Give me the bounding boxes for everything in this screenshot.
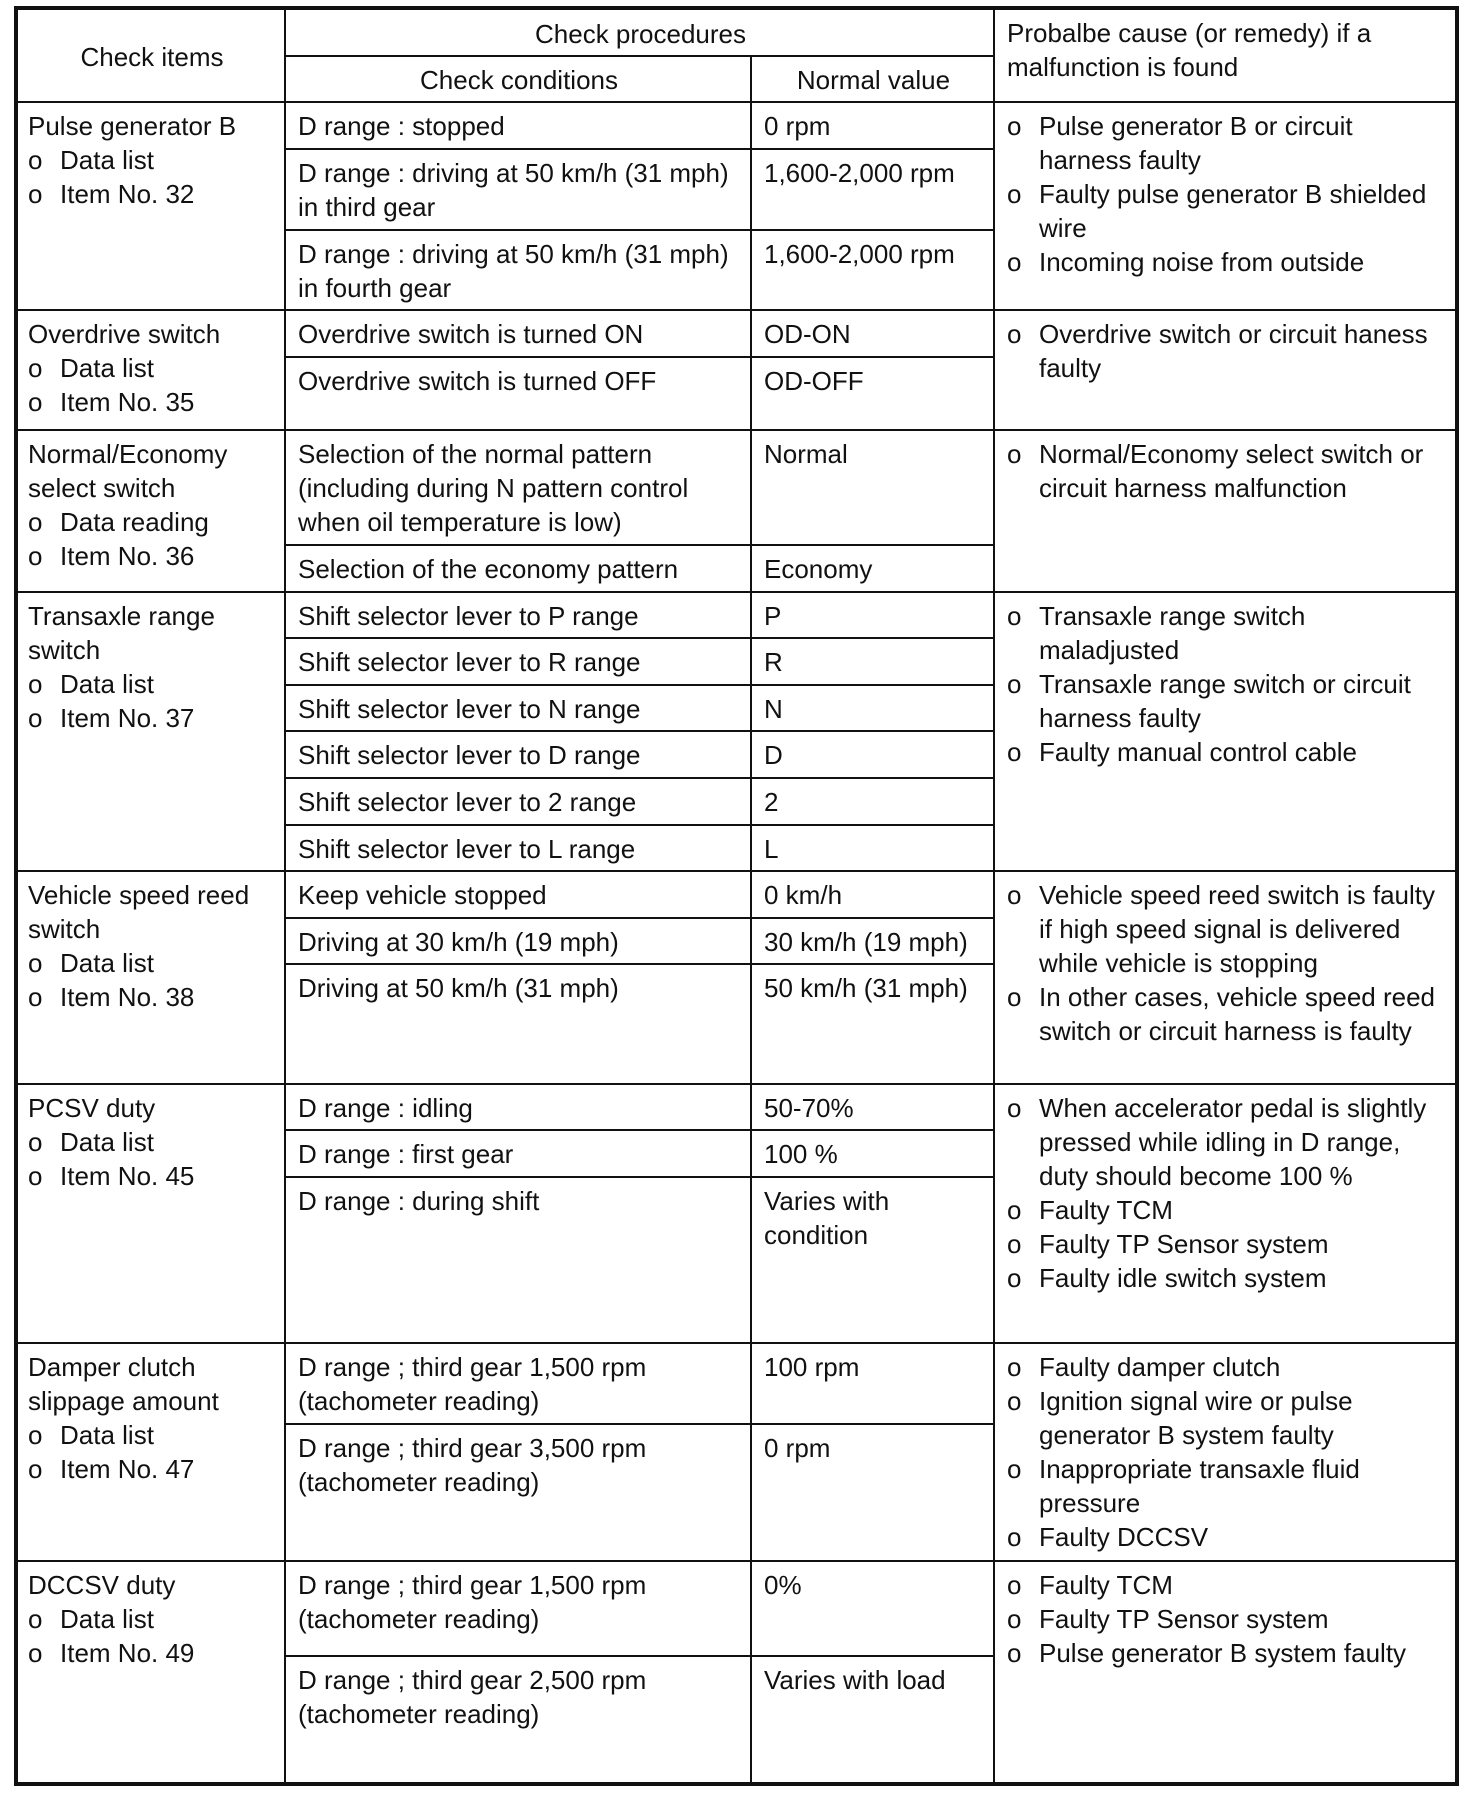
check-condition-cell xyxy=(285,592,751,639)
check-item-subline xyxy=(28,1159,274,1193)
bullet-icon: o xyxy=(28,702,43,733)
check-item-name: Damper clutch slippage amount xyxy=(28,1351,219,1416)
check-item-name: Vehicle speed reed switch xyxy=(28,880,250,945)
check-condition-text: D range ; third gear 1,500 rpm (tachometer reading) xyxy=(298,1351,647,1416)
check-condition-text: Keep vehicle stopped xyxy=(298,880,547,911)
normal-value-text: R xyxy=(764,647,783,678)
bullet-icon: o xyxy=(28,540,43,571)
check-condition-text: Shift selector lever to N range xyxy=(298,693,641,724)
bullet-icon: o xyxy=(28,668,43,699)
normal-value-cell xyxy=(751,685,994,732)
bullet-icon: o xyxy=(1007,179,1022,209)
bullet-icon: o xyxy=(1007,982,1022,1013)
check-condition-cell xyxy=(285,357,751,430)
check-item-subtext: Data list xyxy=(60,1419,154,1450)
list-item xyxy=(1007,109,1445,177)
cause-text: When accelerator pedal is slightly pressed while idling in D range, duty should become 100 % xyxy=(1039,1092,1427,1191)
normal-value-text: Economy xyxy=(764,554,873,585)
list-item xyxy=(1007,1568,1445,1602)
check-item-subtext: Data list xyxy=(60,1126,154,1157)
check-item-subtext: Data list xyxy=(60,948,154,979)
bullet-icon: o xyxy=(1007,1638,1022,1669)
check-condition-cell xyxy=(285,1424,751,1562)
table-row xyxy=(16,592,1457,639)
bullet-icon: o xyxy=(28,179,43,209)
check-item-name: Overdrive switch xyxy=(28,319,221,350)
check-item-subline xyxy=(28,143,274,177)
check-condition-text: D range : during shift xyxy=(298,1185,540,1216)
check-condition-text: Selection of the normal pattern (including during N pattern control when oil temperature is low) xyxy=(298,438,689,537)
bullet-icon: o xyxy=(28,1638,43,1669)
check-item-subline xyxy=(28,1636,274,1670)
check-item-subtext: Item No. 32 xyxy=(60,179,195,209)
header-probable-cause: Probalbe cause (or remedy) if a malfunction is found xyxy=(994,8,1457,102)
list-item xyxy=(1007,1193,1445,1227)
list-item xyxy=(1007,1227,1445,1261)
normal-value-text: 50-70% xyxy=(764,1092,854,1123)
list-item xyxy=(1007,980,1445,1048)
check-condition-cell xyxy=(285,102,751,149)
cause-text: Incoming noise from outside xyxy=(1039,247,1365,277)
check-condition-text: D range ; third gear 2,500 rpm (tachometer reading) xyxy=(298,1665,647,1730)
check-item-subline xyxy=(28,1125,274,1159)
bullet-icon: o xyxy=(1007,1604,1022,1635)
check-item-subtext: Item No. 45 xyxy=(60,1160,195,1191)
check-item-subtext: Data list xyxy=(60,1604,154,1635)
cause-list xyxy=(1007,317,1445,385)
check-condition-text: D range : stopped xyxy=(298,111,505,141)
spec-sheet xyxy=(14,6,1455,1786)
normal-value-text: 0 rpm xyxy=(764,1432,831,1463)
bullet-icon: o xyxy=(28,948,43,979)
check-item-subline xyxy=(28,1602,274,1636)
check-condition-cell xyxy=(285,430,751,545)
normal-value-text: 2 xyxy=(764,786,779,817)
normal-value-cell xyxy=(751,102,994,149)
bullet-icon: o xyxy=(1007,1262,1022,1293)
check-condition-text: Shift selector lever to R range xyxy=(298,647,641,678)
bullet-icon: o xyxy=(28,353,43,384)
check-condition-cell xyxy=(285,1084,751,1131)
list-item xyxy=(1007,1384,1445,1452)
header-normal-value: Normal value xyxy=(751,56,994,102)
check-item-cell xyxy=(16,1343,285,1562)
normal-value-cell xyxy=(751,357,994,430)
header-check-items: Check items xyxy=(16,8,285,102)
normal-value-text: P xyxy=(764,600,782,631)
cause-list xyxy=(1007,1568,1445,1670)
normal-value-cell xyxy=(751,918,994,965)
check-condition-text: Overdrive switch is turned OFF xyxy=(298,366,657,396)
check-condition-cell xyxy=(285,685,751,732)
check-condition-cell xyxy=(285,638,751,685)
check-condition-text: Shift selector lever to P range xyxy=(298,600,639,631)
bullet-icon: o xyxy=(28,1160,43,1191)
table-row xyxy=(16,1561,1457,1656)
cause-text: Faulty DCCSV xyxy=(1039,1521,1209,1552)
check-condition-cell xyxy=(285,778,751,825)
check-item-name: Normal/Economy select switch xyxy=(28,438,228,503)
check-item-subtext: Data list xyxy=(60,145,154,175)
bullet-icon: o xyxy=(28,982,43,1013)
probable-cause-cell xyxy=(994,1084,1457,1343)
bullet-icon: o xyxy=(28,387,43,418)
bullet-icon: o xyxy=(1007,1570,1022,1601)
probable-cause-cell xyxy=(994,1343,1457,1562)
check-condition-cell xyxy=(285,825,751,872)
cause-text: Normal/Economy select switch or circuit harness malfunction xyxy=(1039,438,1424,503)
table-row xyxy=(16,430,1457,545)
normal-value-text: OD-ON xyxy=(764,319,851,350)
cause-text: Faulty pulse generator B shielded wire xyxy=(1039,179,1427,243)
normal-value-cell xyxy=(751,964,994,1083)
normal-value-cell xyxy=(751,592,994,639)
check-item-subtext: Item No. 49 xyxy=(60,1638,195,1669)
check-procedures-table xyxy=(14,6,1459,1786)
check-condition-text: Shift selector lever to 2 range xyxy=(298,786,637,817)
check-condition-cell xyxy=(285,149,751,230)
normal-value-cell xyxy=(751,638,994,685)
table-row xyxy=(16,871,1457,918)
check-item-cell xyxy=(16,102,285,310)
table-row xyxy=(16,1084,1457,1131)
bullet-icon: o xyxy=(1007,319,1022,350)
check-item-subtext: Item No. 47 xyxy=(60,1453,195,1484)
check-item-subtext: Data list xyxy=(60,353,154,384)
bullet-icon: o xyxy=(1007,1351,1022,1382)
cause-text: Overdrive switch or circuit haness faulty xyxy=(1039,319,1428,384)
check-item-subline xyxy=(28,701,274,735)
check-item-cell xyxy=(16,430,285,592)
normal-value-text: D xyxy=(764,740,783,771)
check-condition-cell xyxy=(285,1343,751,1424)
normal-value-cell xyxy=(751,545,994,592)
normal-value-text: 1,600-2,000 rpm xyxy=(764,238,955,269)
normal-value-cell xyxy=(751,149,994,230)
check-condition-text: Driving at 50 km/h (31 mph) xyxy=(298,973,619,1004)
cause-text: Inappropriate transaxle fluid pressure xyxy=(1039,1453,1360,1518)
cause-text: Faulty damper clutch xyxy=(1039,1351,1281,1382)
normal-value-text: N xyxy=(764,693,783,724)
normal-value-text: 100 % xyxy=(764,1139,838,1170)
check-condition-cell xyxy=(285,918,751,965)
bullet-icon: o xyxy=(1007,880,1022,911)
check-item-subline xyxy=(28,505,274,539)
bullet-icon: o xyxy=(1007,1453,1022,1484)
check-condition-text: D range : idling xyxy=(298,1092,473,1123)
bullet-icon: o xyxy=(1007,438,1022,469)
probable-cause-cell xyxy=(994,1561,1457,1784)
check-item-subtext: Item No. 35 xyxy=(60,387,195,418)
normal-value-cell xyxy=(751,731,994,778)
normal-value-cell xyxy=(751,430,994,545)
check-condition-text: Driving at 30 km/h (19 mph) xyxy=(298,926,619,957)
list-item xyxy=(1007,245,1445,279)
normal-value-text: 30 km/h (19 mph) xyxy=(764,926,968,957)
normal-value-text: Varies with condition xyxy=(764,1185,890,1250)
table-row xyxy=(16,310,1457,357)
list-item xyxy=(1007,1452,1445,1520)
cause-list xyxy=(1007,109,1445,279)
normal-value-text: 1,600-2,000 rpm xyxy=(764,157,955,188)
check-condition-cell xyxy=(285,545,751,592)
bullet-icon: o xyxy=(28,1604,43,1635)
check-condition-cell xyxy=(285,230,751,311)
cause-text: In other cases, vehicle speed reed switch or circuit harness is faulty xyxy=(1039,982,1436,1047)
table-row xyxy=(16,102,1457,149)
bullet-icon: o xyxy=(1007,1228,1022,1259)
check-condition-text: D range ; third gear 1,500 rpm (tachometer reading) xyxy=(298,1570,647,1635)
bullet-icon: o xyxy=(28,506,43,537)
list-item xyxy=(1007,317,1445,385)
normal-value-cell xyxy=(751,1343,994,1424)
cause-text: Vehicle speed reed switch is faulty if high speed signal is delivered while vehicle is stopping xyxy=(1039,880,1435,979)
check-condition-cell xyxy=(285,1177,751,1343)
check-item-name: Pulse generator B xyxy=(28,111,237,141)
check-item-subline xyxy=(28,1452,274,1486)
check-condition-text: Shift selector lever to D range xyxy=(298,740,641,771)
normal-value-cell xyxy=(751,230,994,311)
check-item-subline xyxy=(28,351,274,385)
check-item-subline xyxy=(28,946,274,980)
cause-text: Faulty manual control cable xyxy=(1039,736,1357,767)
cause-list xyxy=(1007,878,1445,1048)
check-condition-text: D range : first gear xyxy=(298,1139,514,1170)
check-condition-cell xyxy=(285,1130,751,1177)
check-item-subtext: Item No. 36 xyxy=(60,540,195,571)
cause-text: Faulty TCM xyxy=(1039,1194,1173,1225)
check-item-subtext: Item No. 38 xyxy=(60,982,195,1013)
normal-value-text: 50 km/h (31 mph) xyxy=(764,973,968,1004)
normal-value-text: 100 rpm xyxy=(764,1351,860,1382)
bullet-icon: o xyxy=(1007,111,1022,141)
bullet-icon: o xyxy=(1007,1521,1022,1552)
table-row xyxy=(16,1343,1457,1424)
header-check-procedures: Check procedures xyxy=(285,8,994,56)
cause-list xyxy=(1007,599,1445,769)
check-condition-cell xyxy=(285,1656,751,1784)
bullet-icon: o xyxy=(1007,736,1022,767)
probable-cause-cell xyxy=(994,871,1457,1084)
list-item xyxy=(1007,1636,1445,1670)
normal-value-cell xyxy=(751,1177,994,1343)
check-item-name: DCCSV duty xyxy=(28,1570,176,1601)
probable-cause-cell xyxy=(994,430,1457,592)
bullet-icon: o xyxy=(1007,247,1022,277)
check-condition-cell xyxy=(285,310,751,357)
cause-text: Faulty TP Sensor system xyxy=(1039,1228,1329,1259)
normal-value-cell xyxy=(751,1130,994,1177)
probable-cause-cell xyxy=(994,592,1457,871)
check-condition-text: D range : driving at 50 km/h (31 mph) in third gear xyxy=(298,157,729,222)
normal-value-text: Normal xyxy=(764,438,848,469)
check-condition-cell xyxy=(285,1561,751,1656)
check-condition-text: Shift selector lever to L range xyxy=(298,833,636,864)
check-condition-text: Selection of the economy pattern xyxy=(298,554,679,585)
normal-value-text: 0 km/h xyxy=(764,880,843,911)
bullet-icon: o xyxy=(28,1419,43,1450)
list-item xyxy=(1007,667,1445,735)
bullet-icon: o xyxy=(28,1453,43,1484)
check-item-subline xyxy=(28,385,274,419)
check-item-subline xyxy=(28,177,274,211)
bullet-icon: o xyxy=(1007,1092,1022,1123)
cause-list xyxy=(1007,1091,1445,1295)
list-item xyxy=(1007,177,1445,245)
normal-value-text: 0 rpm xyxy=(764,111,831,141)
check-condition-cell xyxy=(285,964,751,1083)
table-body xyxy=(16,102,1457,1784)
list-item xyxy=(1007,1091,1445,1193)
bullet-icon: o xyxy=(1007,1385,1022,1416)
check-item-cell xyxy=(16,1084,285,1343)
list-item xyxy=(1007,599,1445,667)
normal-value-cell xyxy=(751,778,994,825)
cause-text: Pulse generator B system faulty xyxy=(1039,1638,1407,1669)
check-item-cell xyxy=(16,1561,285,1784)
bullet-icon: o xyxy=(28,1126,43,1157)
normal-value-text: OD-OFF xyxy=(764,366,864,396)
check-item-subline xyxy=(28,539,274,573)
check-condition-text: D range : driving at 50 km/h (31 mph) in fourth gear xyxy=(298,238,729,303)
probable-cause-cell xyxy=(994,102,1457,310)
normal-value-cell xyxy=(751,871,994,918)
normal-value-cell xyxy=(751,310,994,357)
bullet-icon: o xyxy=(28,145,43,175)
bullet-icon: o xyxy=(1007,668,1022,699)
normal-value-text: Varies with load xyxy=(764,1665,946,1696)
check-condition-cell xyxy=(285,731,751,778)
list-item xyxy=(1007,437,1445,505)
check-condition-text: Overdrive switch is turned ON xyxy=(298,319,644,350)
check-item-cell xyxy=(16,871,285,1084)
normal-value-cell xyxy=(751,1656,994,1784)
list-item xyxy=(1007,1520,1445,1554)
normal-value-text: L xyxy=(764,833,779,864)
check-item-subtext: Data reading xyxy=(60,506,209,537)
check-condition-cell xyxy=(285,871,751,918)
check-item-cell xyxy=(16,592,285,871)
cause-text: Ignition signal wire or pulse generator B system faulty xyxy=(1039,1385,1353,1450)
cause-list xyxy=(1007,437,1445,505)
check-item-subline xyxy=(28,980,274,1014)
normal-value-cell xyxy=(751,1424,994,1562)
check-item-name: Transaxle range switch xyxy=(28,600,215,665)
cause-text: Faulty TP Sensor system xyxy=(1039,1604,1329,1635)
check-condition-text: D range ; third gear 3,500 rpm (tachometer reading) xyxy=(298,1432,647,1497)
cause-text: Transaxle range switch maladjusted xyxy=(1039,600,1306,665)
header-check-conditions: Check conditions xyxy=(285,56,751,102)
check-item-subline xyxy=(28,1418,274,1452)
list-item xyxy=(1007,735,1445,769)
check-item-subline xyxy=(28,667,274,701)
list-item xyxy=(1007,1350,1445,1384)
check-item-name: PCSV duty xyxy=(28,1092,156,1123)
normal-value-cell xyxy=(751,825,994,872)
normal-value-text: 0% xyxy=(764,1570,802,1601)
cause-text: Faulty idle switch system xyxy=(1039,1262,1327,1293)
cause-list xyxy=(1007,1350,1445,1554)
check-item-subtext: Item No. 37 xyxy=(60,702,195,733)
cause-text: Transaxle range switch or circuit harness faulty xyxy=(1039,668,1411,733)
probable-cause-cell xyxy=(994,310,1457,429)
bullet-icon: o xyxy=(1007,600,1022,631)
cause-text: Pulse generator B or circuit harness faulty xyxy=(1039,111,1353,175)
list-item xyxy=(1007,878,1445,980)
normal-value-cell xyxy=(751,1561,994,1656)
normal-value-cell xyxy=(751,1084,994,1131)
list-item xyxy=(1007,1261,1445,1295)
check-item-cell xyxy=(16,310,285,429)
check-item-subtext: Data list xyxy=(60,668,154,699)
list-item xyxy=(1007,1602,1445,1636)
bullet-icon: o xyxy=(1007,1194,1022,1225)
cause-text: Faulty TCM xyxy=(1039,1570,1173,1601)
table-header xyxy=(16,8,1457,102)
